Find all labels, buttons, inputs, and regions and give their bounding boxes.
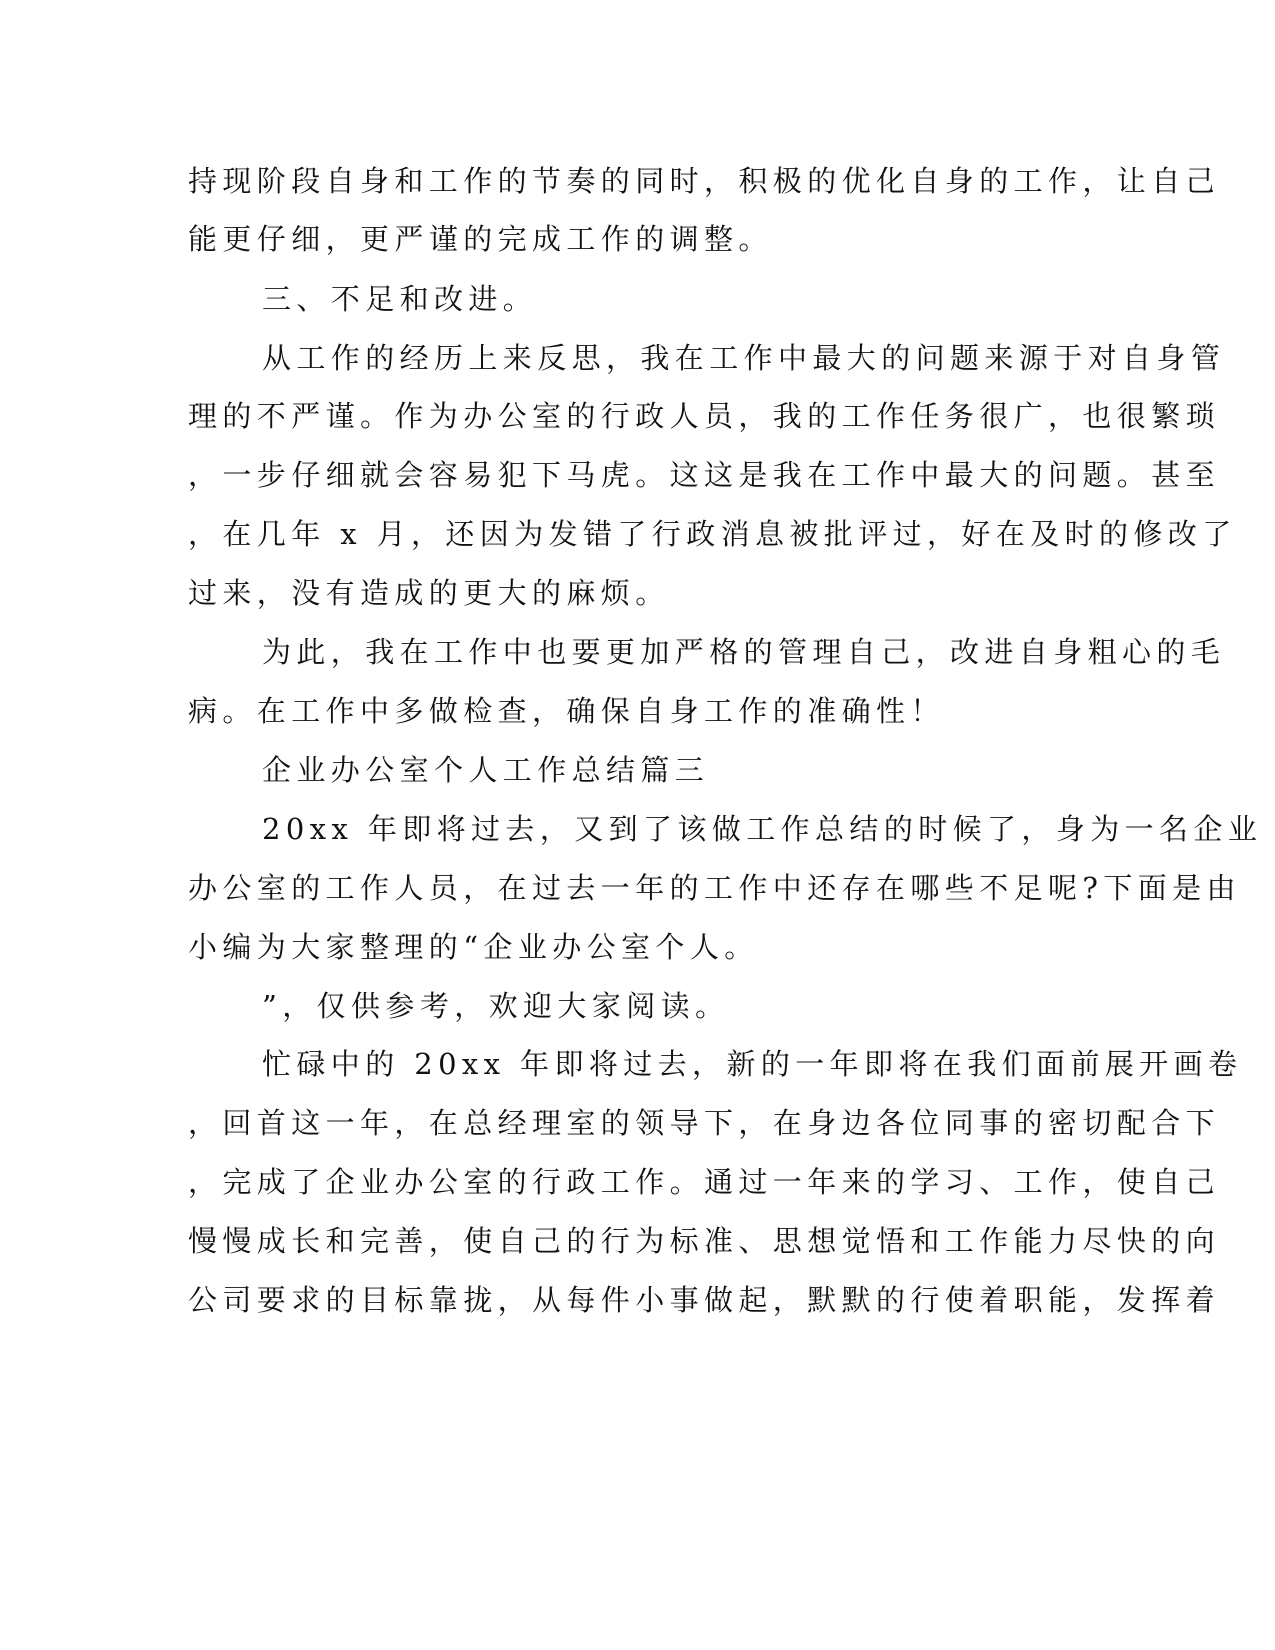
paragraph-line: ，在几年 x 月，还因为发错了行政消息被批评过，好在及时的修改了 bbox=[188, 517, 1237, 551]
paragraph-line: 病。在工作中多做检查，确保自身工作的准确性！ bbox=[188, 694, 945, 728]
paragraph-line: 过来，没有造成的更大的麻烦。 bbox=[188, 576, 670, 610]
paragraph-line: ”，仅供参考，欢迎大家阅读。 bbox=[262, 989, 730, 1023]
paragraph-line: 持现阶段自身和工作的节奏的同时，积极的优化自身的工作，让自己 bbox=[188, 164, 1221, 198]
paragraph-line: 慢慢成长和完善，使自己的行为标准、思想觉悟和工作能力尽快的向 bbox=[188, 1224, 1221, 1258]
paragraph-line: ，完成了企业办公室的行政工作。通过一年来的学习、工作，使自己 bbox=[188, 1165, 1221, 1199]
paragraph-line: 20xx 年即将过去，又到了该做工作总结的时候了，身为一名企业 bbox=[262, 812, 1263, 846]
paragraph-line: 从工作的经历上来反思，我在工作中最大的问题来源于对自身管 bbox=[262, 341, 1226, 375]
paragraph-line: 小编为大家整理的“企业办公室个人。 bbox=[188, 930, 759, 964]
paragraph-line: ，一步仔细就会容易犯下马虎。这这是我在工作中最大的问题。甚至 bbox=[188, 458, 1221, 492]
section-title: 企业办公室个人工作总结篇三 bbox=[262, 753, 710, 787]
paragraph-line: ，回首这一年，在总经理室的领导下，在身边各位同事的密切配合下 bbox=[188, 1106, 1221, 1140]
paragraph-line: 公司要求的目标靠拢，从每件小事做起，默默的行使着职能，发挥着 bbox=[188, 1283, 1221, 1317]
section-heading: 三、不足和改进。 bbox=[262, 282, 538, 316]
paragraph-line: 理的不严谨。作为办公室的行政人员，我的工作任务很广，也很繁琐 bbox=[188, 399, 1221, 433]
paragraph-line: 为此，我在工作中也要更加严格的管理自己，改进自身粗心的毛 bbox=[262, 635, 1226, 669]
paragraph-line: 忙碌中的 20xx 年即将过去，新的一年即将在我们面前展开画卷 bbox=[262, 1047, 1243, 1081]
paragraph-line: 办公室的工作人员，在过去一年的工作中还存在哪些不足呢?下面是由 bbox=[188, 871, 1241, 905]
paragraph-line: 能更仔细，更严谨的完成工作的调整。 bbox=[188, 222, 773, 256]
